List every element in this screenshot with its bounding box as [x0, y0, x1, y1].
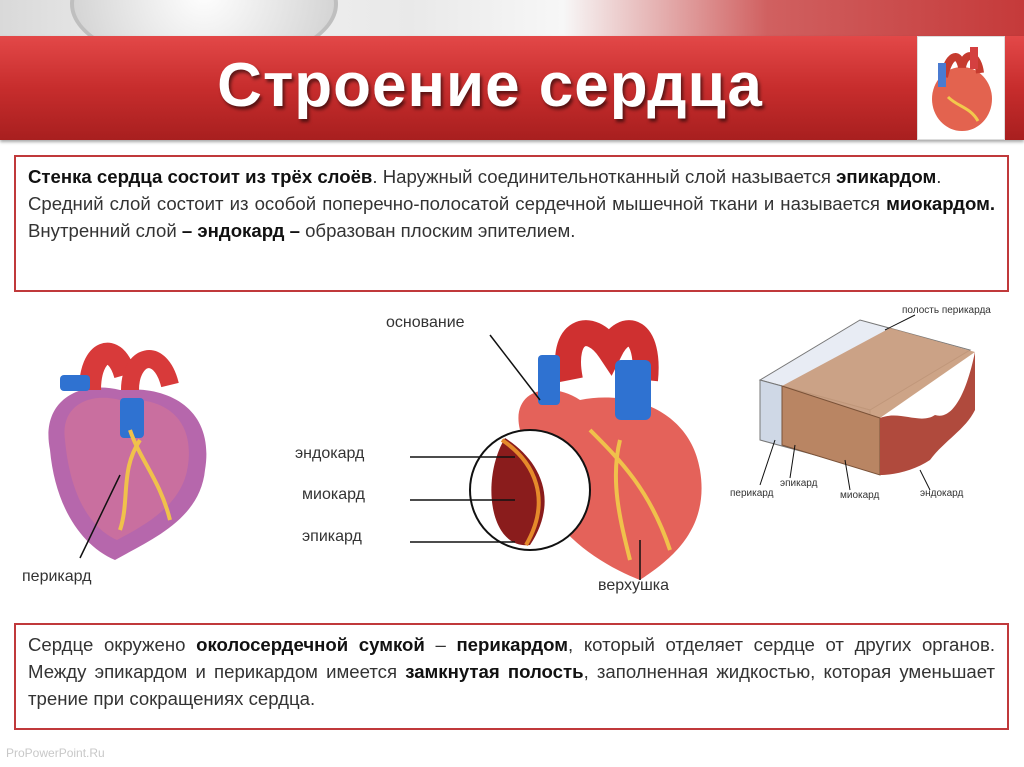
peri-text-3: , который отделяет сердце от других органов. Между эпикардом и перикардом имеется [28, 634, 995, 682]
heart-wall-cross-section [720, 300, 990, 500]
wall-text-2-end: образован плоским эпителием. [299, 220, 576, 241]
footer-watermark: ProPowerPoint.Ru [6, 746, 105, 760]
pericardial-sac-bold: околосердечной сумкой [196, 634, 425, 655]
wall-text-2-mid: Внутренний слой [28, 220, 182, 241]
peri-text-4: , заполненная жидкостью, которая уменьшает трение при сокращениях сердца. [28, 661, 995, 709]
label-epicard-right: эпикард [780, 478, 818, 489]
label-endocard-right: эндокард [920, 488, 964, 499]
label-epicard-center: эпикард [302, 528, 362, 545]
endocard-bold: – эндокард – [181, 220, 300, 241]
pericard-bold: перикардом [456, 634, 569, 655]
heart-wall-description [14, 155, 1009, 292]
slide-title: Строение сердца [217, 51, 763, 120]
label-apex: верхушка [598, 577, 670, 594]
heart-thumbnail-image [917, 36, 1005, 140]
label-base: основание [386, 314, 465, 331]
label-myocard-center: миокард [302, 486, 365, 503]
closed-cavity-bold: замкнутая полость [405, 661, 584, 682]
title-bar [0, 36, 1024, 140]
pericardium-description [14, 623, 1009, 730]
epicard-bold: эпикардом [836, 166, 937, 187]
wall-layers-bold: Стенка сердца состоит из трёх слоёв [28, 166, 373, 187]
wall-text-1-end: . [936, 166, 942, 187]
label-pericard-right: перикард [730, 488, 774, 499]
label-pericard: перикард [22, 568, 92, 585]
peri-text-2: – [424, 634, 457, 655]
wall-text-1: . Наружный соединительнотканный слой называется [372, 166, 837, 187]
heart-pericardium-illustration [20, 330, 220, 570]
header-decoration [0, 0, 1024, 36]
wall-text-2: Средний слой состоит из особой поперечно-полосатой сердечной мышечной ткани и называется [28, 193, 887, 214]
peri-text-1: Сердце окружено [28, 634, 197, 655]
label-pericardial-cavity: полость перикарда [902, 305, 991, 316]
label-myocard-right: миокард [840, 490, 880, 501]
myocard-bold: миокардом. [886, 193, 995, 214]
label-endocard-center: эндокард [295, 445, 365, 462]
